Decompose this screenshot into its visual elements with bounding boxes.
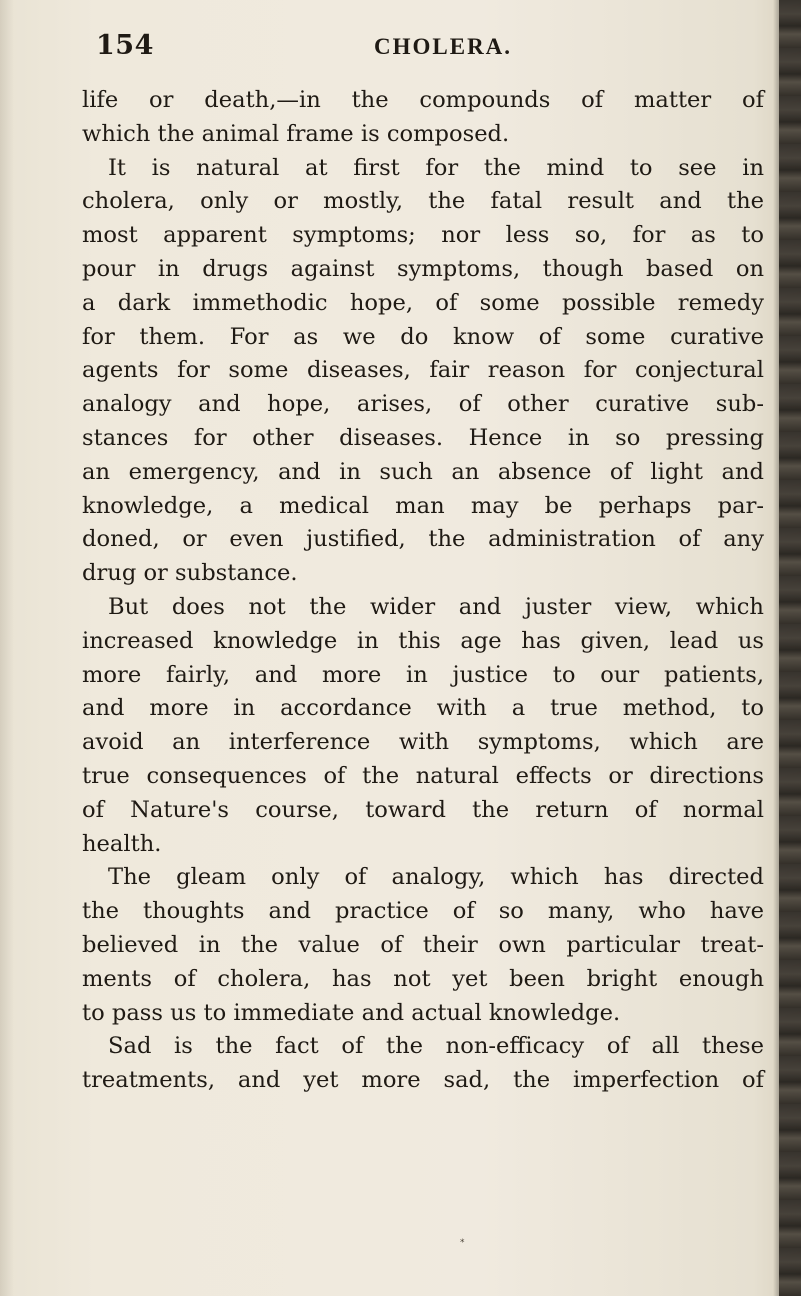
book-edge — [779, 0, 801, 1296]
text-line: an emergency, and in such an absence of light and — [82, 458, 764, 485]
page-header — [96, 30, 726, 70]
text-line: drug or substance. — [82, 560, 298, 587]
printer-mark: * — [460, 1238, 465, 1248]
text-line: avoid an interference with symptoms, which are — [82, 729, 764, 756]
text-line: and more in accordance with a true method, to — [82, 695, 764, 722]
text-line: knowledge, a medical man may be perhaps par- — [82, 492, 764, 519]
text-line: more fairly, and more in justice to our patients, — [82, 661, 764, 688]
text-line: agents for some diseases, fair reason for conjectural — [82, 357, 764, 384]
text-line: ments of cholera, has not yet been bright enough — [82, 965, 764, 992]
text-line: true consequences of the natural effects or directions — [82, 762, 764, 789]
text-line: increased knowledge in this age has given, lead us — [82, 627, 764, 654]
text-line: stances for other diseases. Hence in so pressing — [82, 424, 764, 451]
text-line: a dark immethodic hope, of some possible remedy — [82, 289, 764, 316]
text-line: cholera, only or mostly, the fatal result and the — [82, 188, 764, 215]
text-line: for them. For as we do know of some curative — [82, 323, 764, 350]
text-line: It is natural at first for the mind to see in — [108, 154, 764, 181]
text-line: which the animal frame is composed. — [82, 120, 510, 147]
text-line: pour in drugs against symptoms, though based on — [82, 255, 764, 282]
page-left-shadow — [0, 0, 14, 1296]
text-line: doned, or even justified, the administration of any — [82, 526, 764, 553]
text-line: The gleam only of analogy, which has directed — [108, 864, 764, 891]
text-line: But does not the wider and juster view, which — [108, 593, 764, 620]
body-text — [82, 84, 764, 1098]
running-head: CHOLERA. — [374, 34, 513, 59]
text-line: Sad is the fact of the non-efficacy of all these — [108, 1033, 764, 1060]
page-number: 154 — [96, 30, 154, 61]
text-line: believed in the value of their own particular treat- — [82, 931, 764, 958]
text-line: treatments, and yet more sad, the imperfection of — [82, 1067, 764, 1094]
text-line: to pass us to immediate and actual knowledge. — [82, 999, 621, 1026]
text-line: health. — [82, 830, 162, 857]
text-line: of Nature's course, toward the return of normal — [82, 796, 764, 823]
text-line: most apparent symptoms; nor less so, for as to — [82, 222, 764, 249]
text-line: analogy and hope, arises, of other curative sub- — [82, 391, 764, 418]
text-line: the thoughts and practice of so many, who have — [82, 898, 764, 925]
text-line: life or death,—in the compounds of matter of — [82, 87, 764, 113]
